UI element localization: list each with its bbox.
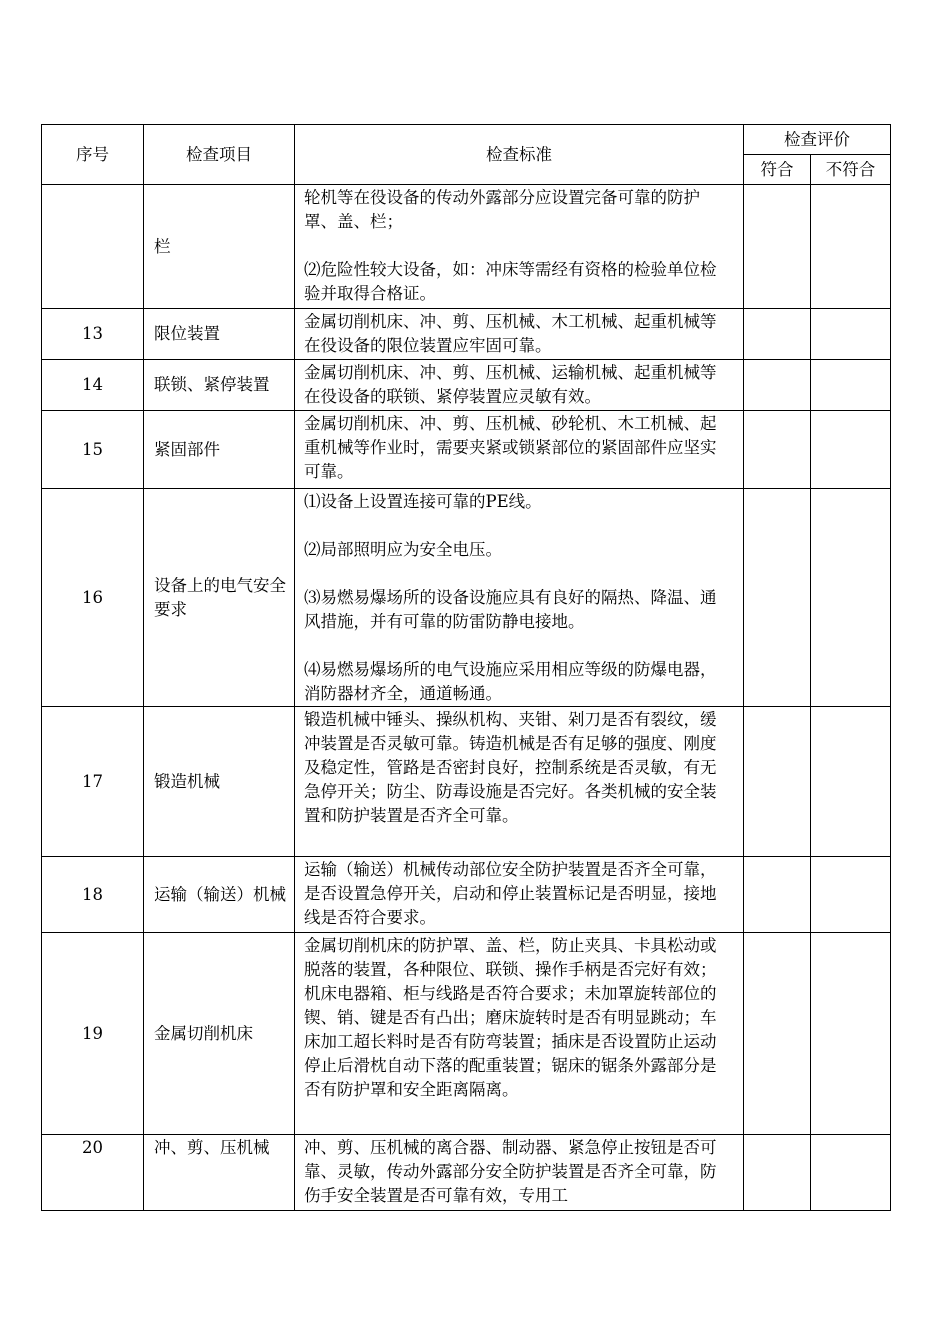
row-standard — [295, 309, 744, 360]
nonconform-cell[interactable] — [811, 489, 891, 707]
standard-text: 锻造机械中锤头、操纵机构、夹钳、剁刀是否有裂纹，缓冲装置是否灵敏可靠。铸造机械是否有足够的强度、刚度及稳定性，管路是否密封良好，控制系统是否灵敏，有无急停开关；防尘、防毒设施是否完好。各类机械的安全装置和防护装置是否齐全可靠。 — [304, 710, 717, 825]
row-num: 16 — [42, 489, 144, 707]
standard-text: 金属切削机床、冲、剪、压机械、运输机械、起重机械等在役设备的联锁、紧停装置应灵敏有效。 — [304, 363, 717, 406]
row-num: 19 — [42, 933, 144, 1135]
standard-text: 金属切削机床、冲、剪、压机械、砂轮机、木工机械、起重机械等作业时，需要夹紧或锁紧部位的紧固部件应坚实可靠。 — [304, 414, 717, 481]
standard-text: 轮机等在役设备的传动外露部分应设置完备可靠的防护罩、盖、栏； — [304, 188, 700, 231]
row-num: 14 — [42, 360, 144, 411]
row-item: 冲、剪、压机械 — [144, 1135, 295, 1211]
table-row — [42, 360, 891, 411]
row-standard — [295, 707, 744, 857]
row-standard — [295, 360, 744, 411]
row-num: 20 — [42, 1135, 144, 1211]
row-item: 栏 — [144, 185, 295, 309]
standard-text: ⑶易燃易爆场所的设备设施应具有良好的隔热、降温、通风措施，并有可靠的防雷防静电接地。 — [304, 588, 717, 631]
row-item: 运输（输送）机械 — [144, 857, 295, 933]
row-standard — [295, 185, 744, 309]
nonconform-cell[interactable] — [811, 360, 891, 411]
row-num: 18 — [42, 857, 144, 933]
table-row — [42, 857, 891, 933]
row-standard — [295, 1135, 744, 1211]
conform-cell[interactable] — [744, 933, 811, 1135]
row-standard — [295, 857, 744, 933]
row-item: 金属切削机床 — [144, 933, 295, 1135]
conform-cell[interactable] — [744, 309, 811, 360]
row-item: 锻造机械 — [144, 707, 295, 857]
row-num — [42, 185, 144, 309]
table-row — [42, 707, 891, 857]
standard-text: 金属切削机床的防护罩、盖、栏，防止夹具、卡具松动或脱落的装置，各种限位、联锁、操作手柄是否完好有效；机床电器箱、柜与线路是否符合要求；未加罩旋转部位的锲、销、键是否有凸出；磨床旋转时是否有明显跳动；车床加工超长料时是否有防弯装置；插床是否设置防止运动停止后滑枕自动下落的配重装置；锯床的锯条外露部分是否有防护罩和安全距离隔离。 — [304, 936, 717, 1099]
row-num: 15 — [42, 411, 144, 489]
conform-cell[interactable] — [744, 489, 811, 707]
table-row — [42, 489, 891, 707]
row-standard — [295, 933, 744, 1135]
standard-text: ⑷易燃易爆场所的电气设施应采用相应等级的防爆电器，消防器材齐全，通道畅通。 — [304, 660, 717, 703]
conform-cell[interactable] — [744, 1135, 811, 1211]
nonconform-cell[interactable] — [811, 857, 891, 933]
standard-text: ⑵危险性较大设备，如：冲床等需经有资格的检验单位检验并取得合格证。 — [304, 260, 717, 303]
row-item: 限位装置 — [144, 309, 295, 360]
row-num: 17 — [42, 707, 144, 857]
conform-cell[interactable] — [744, 411, 811, 489]
nonconform-cell[interactable] — [811, 309, 891, 360]
header-nonconform: 不符合 — [811, 155, 891, 185]
conform-cell[interactable] — [744, 185, 811, 309]
header-num: 序号 — [42, 125, 144, 185]
conform-cell[interactable] — [744, 360, 811, 411]
header-standard: 检查标准 — [295, 125, 744, 185]
standard-text: 运输（输送）机械传动部位安全防护装置是否齐全可靠，是否设置急停开关，启动和停止装置标记是否明显，接地线是否符合要求。 — [304, 860, 717, 927]
table-row — [42, 933, 891, 1135]
standard-text: 冲、剪、压机械的离合器、制动器、紧急停止按钮是否可靠、灵敏，传动外露部分安全防护装置是否齐全可靠，防伤手安全装置是否可靠有效，专用工 — [304, 1138, 717, 1205]
row-item: 紧固部件 — [144, 411, 295, 489]
row-item: 设备上的电气安全要求 — [144, 489, 295, 707]
nonconform-cell[interactable] — [811, 185, 891, 309]
header-evaluation: 检查评价 — [744, 125, 891, 155]
nonconform-cell[interactable] — [811, 1135, 891, 1211]
standard-text: ⑴设备上设置连接可靠的PE线。 — [304, 492, 542, 511]
standard-text: 金属切削机床、冲、剪、压机械、木工机械、起重机械等在役设备的限位装置应牢固可靠。 — [304, 312, 717, 355]
inspection-table — [41, 124, 891, 1211]
table-row — [42, 1135, 891, 1211]
table-row — [42, 411, 891, 489]
row-standard — [295, 411, 744, 489]
table-row — [42, 185, 891, 309]
nonconform-cell[interactable] — [811, 707, 891, 857]
table-row — [42, 309, 891, 360]
row-num: 13 — [42, 309, 144, 360]
nonconform-cell[interactable] — [811, 933, 891, 1135]
standard-text: ⑵局部照明应为安全电压。 — [304, 540, 502, 559]
row-item: 联锁、紧停装置 — [144, 360, 295, 411]
header-item: 检查项目 — [144, 125, 295, 185]
header-conform: 符合 — [744, 155, 811, 185]
row-standard — [295, 489, 744, 707]
conform-cell[interactable] — [744, 857, 811, 933]
nonconform-cell[interactable] — [811, 411, 891, 489]
conform-cell[interactable] — [744, 707, 811, 857]
